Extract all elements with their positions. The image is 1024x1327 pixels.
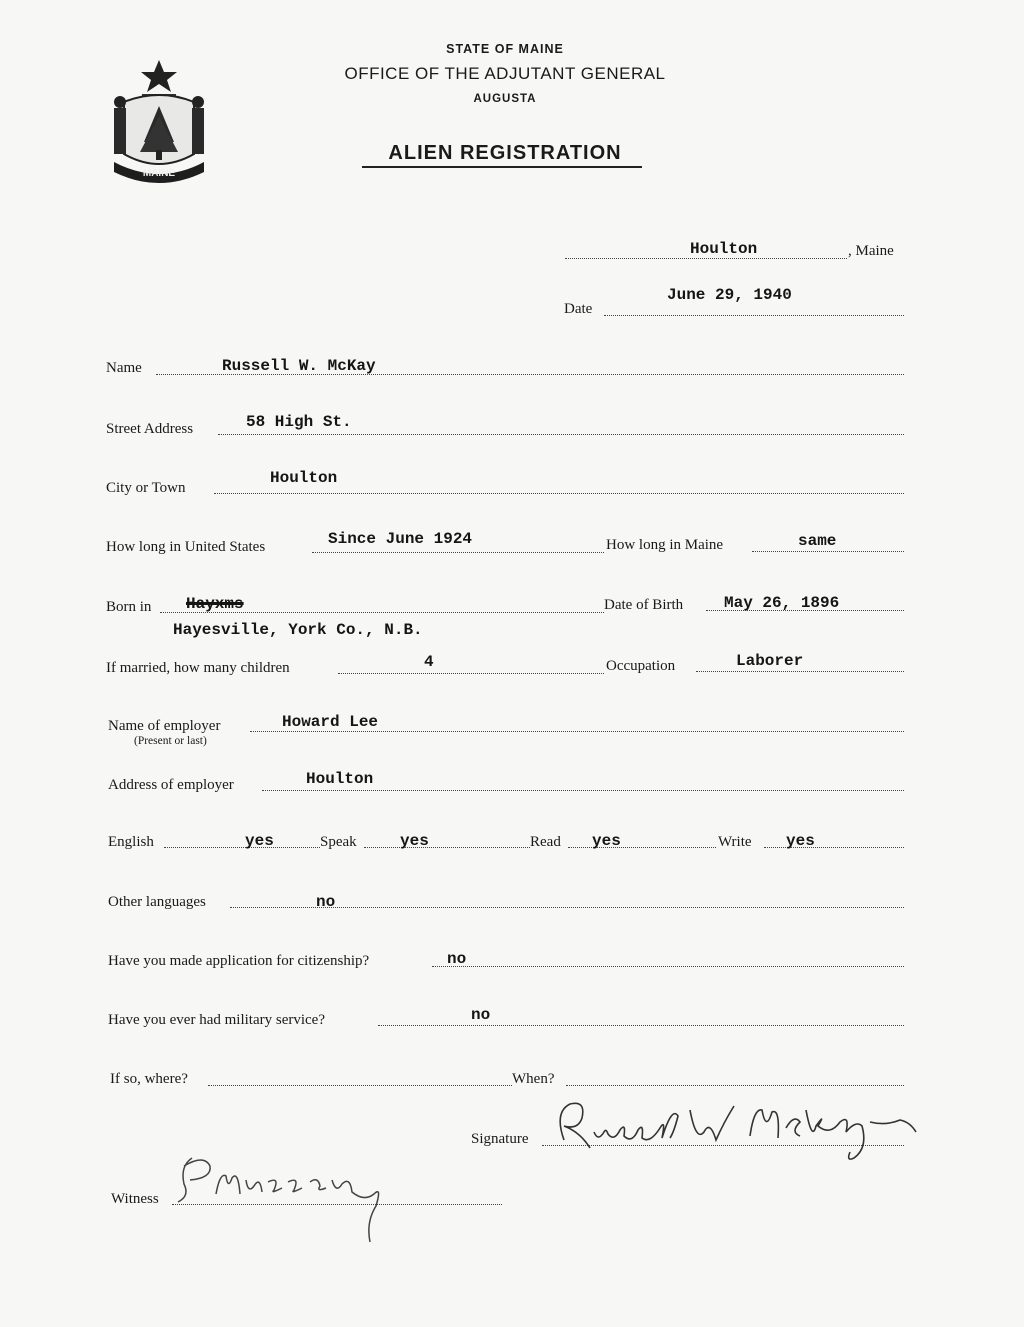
- military-line: [378, 1025, 904, 1026]
- town-suffix: , Maine: [848, 243, 894, 259]
- header-office: OFFICE OF THE ADJUTANT GENERAL: [344, 64, 666, 83]
- other-languages-label: Other languages: [108, 894, 206, 910]
- date-value: June 29, 1940: [667, 286, 792, 304]
- form-title: ALIEN REGISTRATION: [388, 142, 622, 164]
- other-languages-value: no: [316, 893, 336, 911]
- us-duration-line: [312, 552, 604, 553]
- name-label: Name: [106, 360, 142, 376]
- us-duration-value: Since June 1924: [328, 530, 473, 548]
- where-label: If so, where?: [110, 1071, 188, 1087]
- town-value: Houlton: [690, 240, 758, 258]
- read-value: yes: [592, 832, 621, 850]
- maine-duration-value: same: [798, 532, 837, 550]
- date-label: Date: [564, 301, 593, 317]
- where-line: [208, 1085, 512, 1086]
- signature-label: Signature: [471, 1131, 529, 1147]
- svg-text:MAINE: MAINE: [142, 168, 176, 179]
- read-line: [568, 847, 716, 848]
- employer-address-line: [262, 790, 904, 791]
- english-label: English: [108, 834, 154, 850]
- write-value: yes: [786, 832, 815, 850]
- when-line: [566, 1085, 904, 1086]
- name-value: Russell W. McKay: [222, 357, 376, 375]
- witness-label: Witness: [111, 1191, 159, 1207]
- occupation-value: Laborer: [736, 652, 804, 670]
- read-label: Read: [530, 834, 561, 850]
- dob-value: May 26, 1896: [724, 594, 840, 612]
- children-line: [338, 673, 604, 674]
- occupation-line: [696, 671, 904, 672]
- date-line: [604, 315, 904, 316]
- write-label: Write: [718, 834, 752, 850]
- citizenship-line: [432, 966, 904, 967]
- english-line: [164, 847, 320, 848]
- military-label: Have you ever had military service?: [108, 1012, 325, 1028]
- children-label: If married, how many children: [106, 660, 290, 676]
- write-line: [764, 847, 904, 848]
- street-label: Street Address: [106, 421, 194, 437]
- employer-address-label: Address of employer: [108, 777, 234, 793]
- dob-label: Date of Birth: [604, 597, 684, 613]
- speak-value: yes: [400, 832, 429, 850]
- children-value: 4: [424, 653, 434, 671]
- street-value: 58 High St.: [246, 413, 352, 431]
- city-line: [214, 493, 904, 494]
- employer-value: Howard Lee: [282, 713, 379, 731]
- employer-note: (Present or last): [134, 735, 207, 747]
- witness-signature-handwriting: [170, 1146, 420, 1246]
- employer-address-value: Houlton: [306, 770, 374, 788]
- citizenship-label: Have you made application for citizenship?: [108, 953, 370, 969]
- header-state: STATE OF MAINE: [446, 42, 564, 56]
- born-struck-value: Hayxms: [186, 595, 244, 613]
- employer-line: [250, 731, 904, 732]
- title-underline: [362, 166, 642, 168]
- maine-duration-label: How long in Maine: [606, 537, 724, 553]
- when-label: When?: [512, 1071, 555, 1087]
- state-of-maine-seal-icon: [104, 58, 214, 188]
- city-label: City or Town: [106, 480, 186, 496]
- signature-handwriting: [550, 1092, 930, 1162]
- speak-label: Speak: [320, 834, 357, 850]
- maine-duration-line: [752, 551, 904, 552]
- employer-label: Name of employer: [108, 718, 221, 734]
- town-line: [565, 258, 847, 259]
- header-city: AUGUSTA: [473, 93, 537, 105]
- city-value: Houlton: [270, 469, 338, 487]
- born-value: Hayesville, York Co., N.B.: [173, 621, 423, 639]
- citizenship-value: no: [447, 950, 467, 968]
- military-value: no: [471, 1006, 491, 1024]
- street-line: [218, 434, 904, 435]
- occupation-label: Occupation: [606, 658, 676, 674]
- english-value: yes: [245, 832, 274, 850]
- speak-line: [364, 847, 530, 848]
- us-duration-label: How long in United States: [106, 539, 266, 555]
- born-label: Born in: [106, 599, 152, 615]
